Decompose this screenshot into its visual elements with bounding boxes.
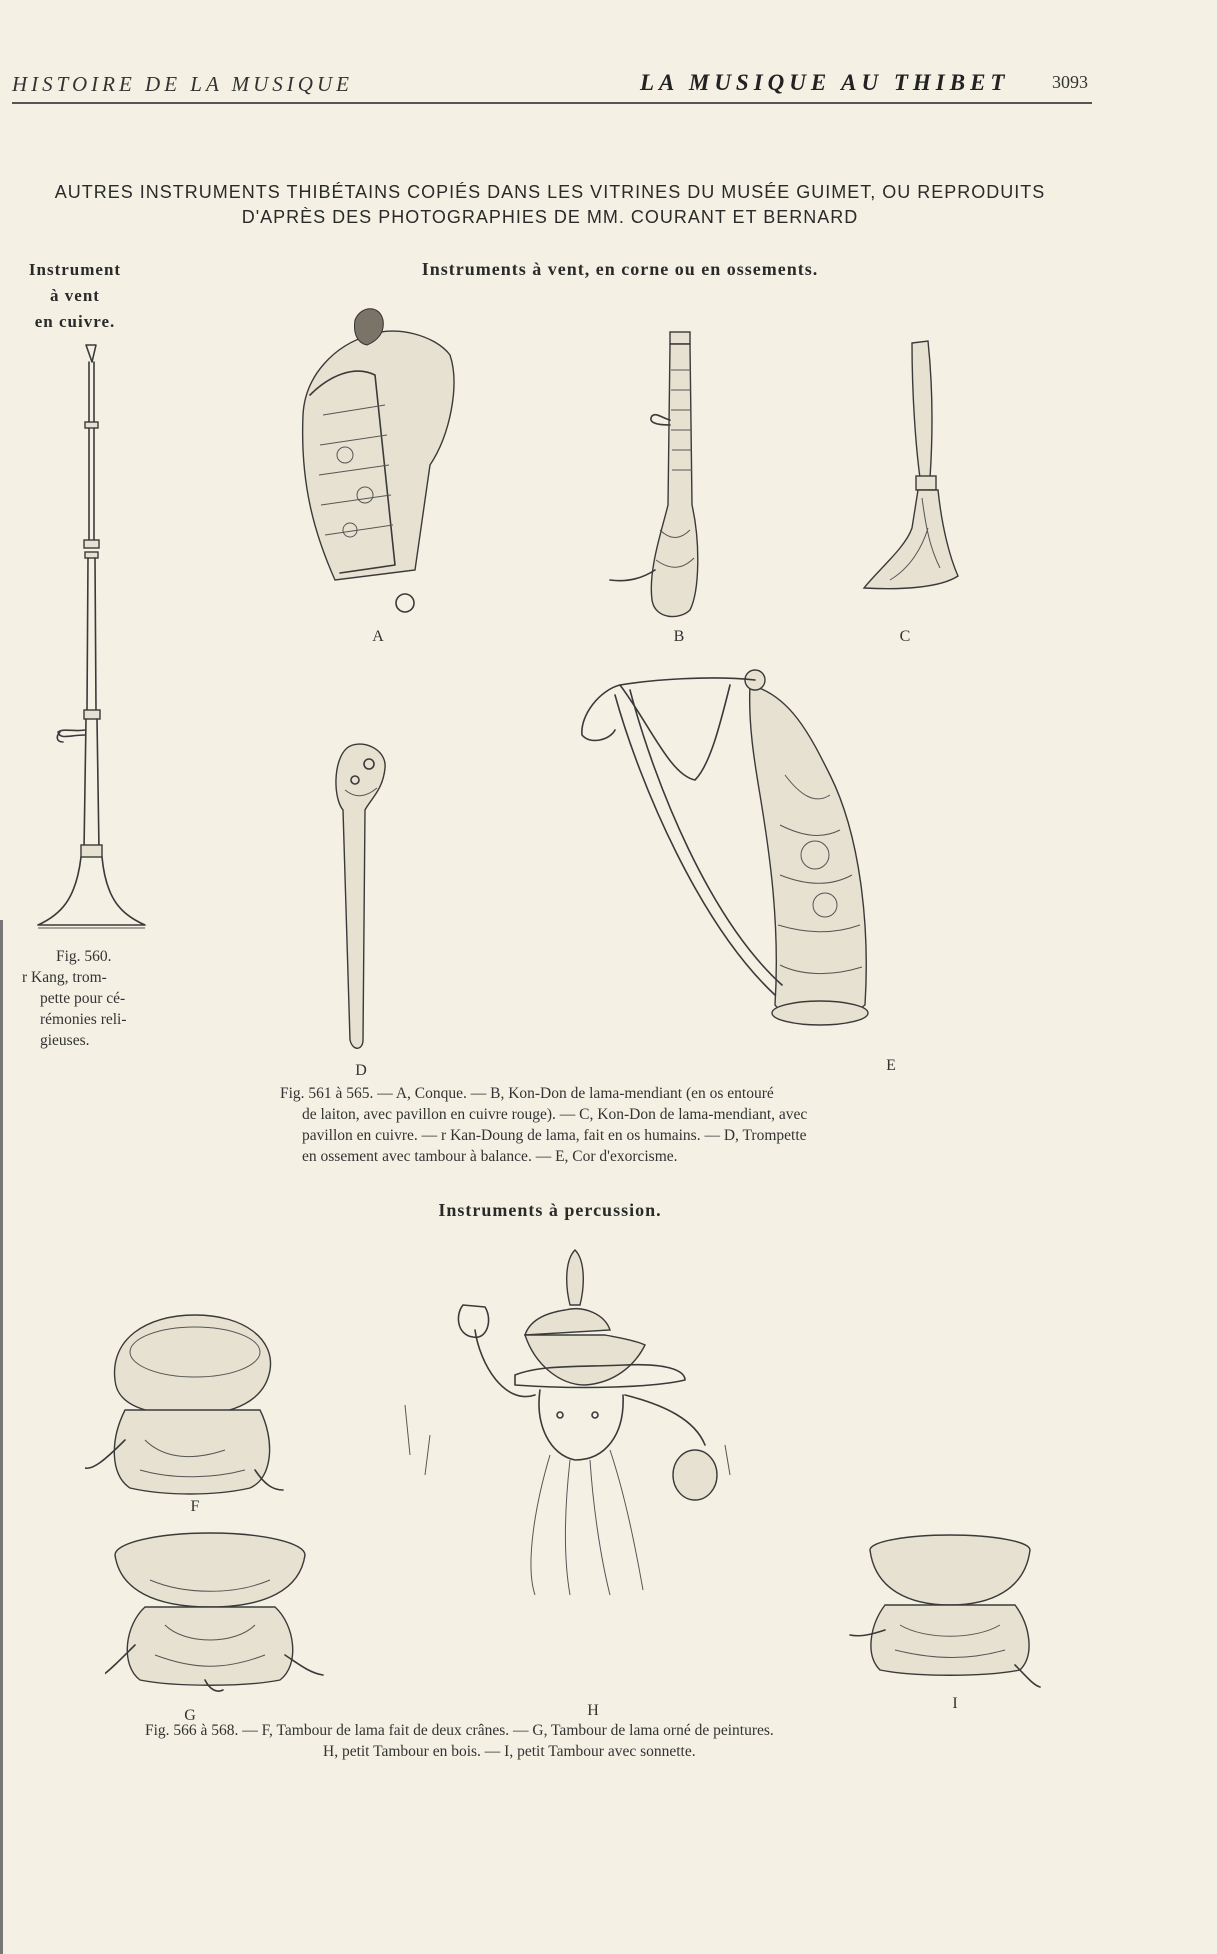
side-heading-line3: en cuivre. [34,312,116,331]
caption-560-line4: rémonies reli- [40,1011,127,1028]
letter-f: F [190,1498,200,1515]
skull-drum-illustration [85,1310,295,1500]
exorcism-horn-illustration [560,665,960,1050]
caption-560-line3: pette pour cé- [40,990,126,1007]
page-title-line2: D'APRÈS DES PHOTOGRAPHIES DE MM. COURANT ET BERNARD [241,207,859,227]
page-title-line1: AUTRES INSTRUMENTS THIBÉTAINS COPIÉS DANS LES VITRINES DU MUSÉE GUIMET, OU REPRODUITS [54,182,1046,202]
caption-fig-566-568 [145,1720,1015,1762]
letter-g: G [184,1707,196,1724]
long-trumpet-illustration [30,340,150,940]
kon-don-brass-illustration [600,330,720,620]
side-heading-line2: à vent [50,286,100,305]
page-number: 3093 [1052,72,1088,92]
conch-illustration [295,305,460,615]
caption-561-line4: en ossement avec tambour à balance. — E, Cor d'exorcisme. [302,1148,678,1165]
letter-a: A [372,628,384,645]
caption-561-line2: de laiton, avec pavillon en cuivre rouge). — C, Kon-Don de lama-mendiant, avec [302,1106,808,1123]
letter-i: I [952,1695,958,1712]
kon-don-copper-illustration [850,338,970,618]
header-rule [12,102,1092,104]
caption-fig-561-565 [280,1083,980,1167]
wind-instruments-heading: Instruments à vent, en corne ou en ossements. [421,259,819,279]
letter-b: B [673,628,685,645]
caption-fig-560 [22,946,172,1051]
running-header [12,70,1092,110]
caption-566-line1: Fig. 566 à 568. — F, Tambour de lama fait de deux crânes. — G, Tambour de lama orné de peintures. [145,1722,774,1739]
side-heading-line1: Instrument [28,260,122,279]
bone-trumpet-illustration [325,740,395,1060]
lama-with-drum-illustration [385,1245,775,1600]
caption-560-line1: Fig. 560. [56,948,112,965]
letter-h: H [587,1702,599,1719]
page-title [30,180,1070,230]
caption-561-line3: pavillon en cuivre. — r Kan-Doung de lama, fait en os humains. — D, Trompette [302,1127,807,1144]
small-drum-bell-illustration [845,1525,1045,1695]
caption-560-line2: r Kang, trom- [22,969,107,986]
header-left-title: HISTOIRE DE LA MUSIQUE [12,72,353,96]
caption-566-line2: H, petit Tambour en bois. — I, petit Tambour avec sonnette. [323,1743,696,1760]
page-edge-rule [0,920,3,1954]
letter-c: C [899,628,911,645]
header-right-title: LA MUSIQUE AU THIBET [640,70,1010,95]
side-heading [10,257,140,335]
percussion-heading: Instruments à percussion. [438,1200,662,1220]
caption-560-line5: gieuses. [40,1032,90,1049]
painted-drum-illustration [105,1525,325,1695]
letter-e: E [886,1057,896,1074]
caption-561-line1: Fig. 561 à 565. — A, Conque. — B, Kon-Don de lama-mendiant (en os entouré [280,1085,774,1102]
letter-d: D [355,1062,367,1079]
